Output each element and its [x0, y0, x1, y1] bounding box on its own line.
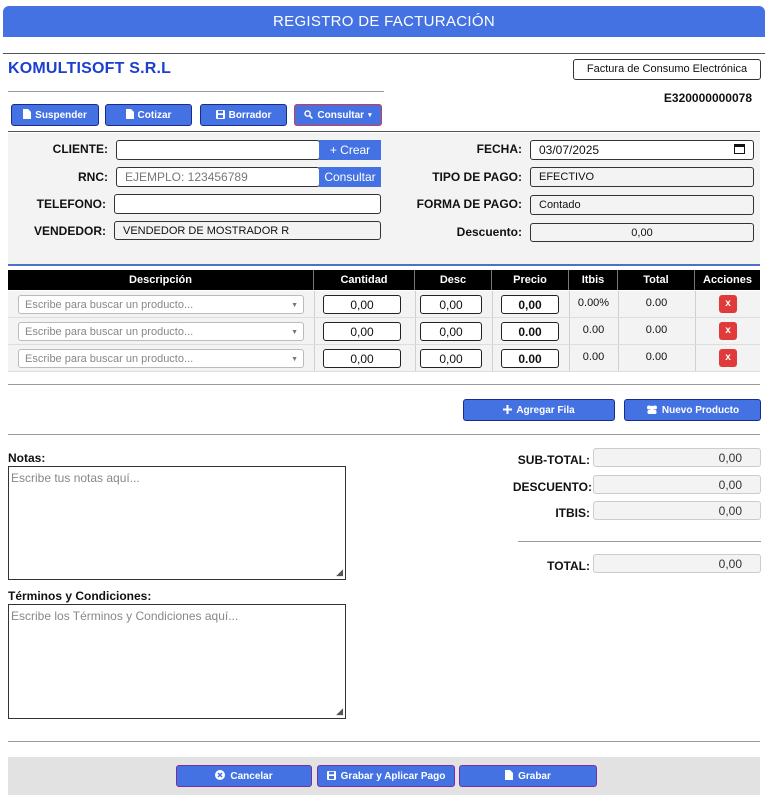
quote-button[interactable]	[105, 104, 192, 126]
column-header-actions: Acciones	[703, 274, 752, 286]
price-input[interactable]: 0,00	[501, 295, 559, 314]
subtotal-field: 0,00	[593, 448, 761, 467]
column-header-total: Total	[618, 270, 695, 290]
company-name: KOMULTISOFT S.R.L	[8, 60, 172, 77]
totals-divider	[518, 541, 761, 542]
phone-input[interactable]	[114, 194, 381, 214]
product-search-select[interactable]	[18, 349, 304, 368]
new-product-button[interactable]	[624, 399, 761, 421]
itbis-value: 0.00%	[577, 297, 610, 309]
delete-row-button[interactable]: x	[719, 295, 737, 313]
page-header	[3, 6, 765, 37]
totals-discount-field: 0,00	[593, 475, 761, 494]
discount-field[interactable]: 0,00	[530, 223, 754, 242]
resize-handle-icon[interactable]: ◢	[336, 706, 343, 716]
subtotal-label: SUB-TOTAL:	[517, 453, 590, 467]
payment-type-select[interactable]: EFECTIVO	[530, 167, 754, 187]
product-search-select[interactable]	[18, 295, 304, 314]
file-icon	[23, 109, 31, 121]
seller-field[interactable]: VENDEDOR DE MOSTRADOR R	[114, 221, 381, 240]
quantity-input[interactable]: 0,00	[323, 322, 401, 341]
file-icon	[505, 770, 513, 782]
product-search-placeholder: Escribe para buscar un producto...	[25, 326, 194, 338]
total-value: 0.00	[645, 297, 668, 309]
save-icon	[216, 110, 225, 121]
chevron-down-icon: ▼	[291, 356, 298, 363]
client-input[interactable]	[116, 140, 320, 160]
query-button-label: Consultar	[317, 109, 365, 121]
page-title: REGISTRO DE FACTURACIÓN	[273, 13, 495, 30]
times-circle-icon	[215, 770, 225, 782]
product-search-select[interactable]	[18, 322, 304, 341]
date-input[interactable]	[530, 140, 754, 160]
totals-discount-label: DESCUENTO:	[512, 480, 592, 494]
query-dropdown-button[interactable]	[294, 104, 382, 126]
notes-textarea[interactable]	[8, 466, 346, 580]
save-icon	[327, 771, 336, 782]
product-search-placeholder: Escribe para buscar un producto...	[25, 353, 194, 365]
itbis-total-field: 0,00	[593, 501, 761, 520]
search-icon	[304, 110, 313, 121]
notes-label: Notas:	[8, 451, 46, 465]
terms-placeholder: Escribe los Términos y Condiciones aquí...	[11, 609, 239, 623]
discount-input[interactable]: 0,00	[420, 295, 482, 314]
draft-button-label: Borrador	[228, 109, 272, 121]
document-type-field[interactable]: Factura de Consumo Electrónica	[573, 59, 761, 80]
terms-textarea[interactable]	[8, 604, 346, 719]
itbis-value: 0.00	[582, 324, 605, 336]
draft-button[interactable]	[200, 104, 287, 126]
grand-total-field: 0,00	[593, 554, 761, 573]
rnc-query-button[interactable]: Consultar	[319, 167, 381, 187]
seller-label: VENDEDOR:	[33, 224, 106, 238]
delete-row-button[interactable]: x	[719, 322, 737, 340]
table-row	[8, 318, 760, 345]
ncf-number: E320000000078	[663, 91, 752, 105]
cancel-button-label: Cancelar	[230, 770, 273, 782]
discount-label: Descuento:	[456, 225, 522, 239]
table-divider	[8, 384, 760, 385]
add-row-label: Agregar Fila	[516, 404, 575, 416]
save-apply-payment-button[interactable]	[317, 765, 455, 787]
notes-placeholder: Escribe tus notas aquí...	[11, 471, 140, 485]
toolbar-divider	[8, 131, 760, 132]
discount-input[interactable]: 0,00	[420, 322, 482, 341]
create-client-button[interactable]: + Crear	[319, 140, 381, 160]
chevron-down-icon: ▼	[291, 329, 298, 336]
save-button[interactable]	[459, 765, 597, 787]
date-label: FECHA:	[476, 142, 522, 156]
add-row-button[interactable]	[463, 399, 615, 421]
chevron-down-icon: ▾	[368, 112, 372, 119]
quantity-input[interactable]: 0,00	[323, 295, 401, 314]
column-header-quantity: Cantidad	[314, 270, 415, 290]
client-label: CLIENTE:	[52, 142, 108, 156]
calendar-icon[interactable]	[734, 143, 745, 157]
column-header-discount: Desc	[415, 270, 492, 290]
column-header-description: Descripción	[8, 270, 314, 290]
rnc-label: RNC:	[78, 170, 108, 184]
footer-divider	[8, 741, 760, 742]
rnc-input[interactable]	[116, 167, 320, 187]
suspend-button-label: Suspender	[35, 109, 87, 121]
suspend-button[interactable]	[11, 104, 99, 126]
product-search-placeholder: Escribe para buscar un producto...	[25, 299, 194, 311]
quantity-input[interactable]: 0,00	[323, 349, 401, 368]
cancel-button[interactable]	[176, 765, 312, 787]
rnc-placeholder: EJEMPLO: 123456789	[125, 170, 248, 184]
phone-label: TELEFONO:	[36, 197, 106, 211]
delete-row-button[interactable]: x	[719, 349, 737, 367]
payment-form-label: FORMA DE PAGO:	[416, 197, 522, 211]
table-row	[8, 291, 760, 318]
itbis-value: 0.00	[582, 351, 605, 363]
company-divider	[8, 91, 384, 92]
products-table-header	[8, 270, 760, 290]
users-icon	[646, 405, 658, 416]
price-input[interactable]: 0.00	[501, 349, 559, 368]
save-button-label: Grabar	[518, 770, 551, 782]
quote-button-label: Cotizar	[137, 109, 172, 121]
new-product-label: Nuevo Producto	[661, 404, 740, 416]
column-header-itbis: Itbis	[569, 270, 618, 290]
grand-total-label: TOTAL:	[547, 559, 590, 573]
itbis-total-label: ITBIS:	[555, 506, 590, 520]
payment-type-label: TIPO DE PAGO:	[432, 170, 522, 184]
chevron-down-icon: ▼	[291, 302, 298, 309]
column-header-price: Precio	[492, 270, 569, 290]
payment-form-select[interactable]: Contado	[530, 195, 754, 215]
total-value: 0.00	[645, 351, 668, 363]
resize-handle-icon[interactable]: ◢	[336, 567, 343, 577]
price-input[interactable]: 0.00	[501, 322, 559, 341]
header-divider	[3, 53, 765, 54]
discount-input[interactable]: 0,00	[420, 349, 482, 368]
terms-label: Términos y Condiciones:	[8, 589, 152, 603]
date-value: 03/07/2025	[539, 143, 600, 157]
file-icon	[126, 109, 134, 121]
plus-icon	[503, 405, 512, 416]
total-value: 0.00	[645, 324, 668, 336]
table-row	[8, 345, 760, 372]
actions-divider	[8, 434, 760, 435]
save-apply-payment-label: Grabar y Aplicar Pago	[340, 770, 446, 782]
